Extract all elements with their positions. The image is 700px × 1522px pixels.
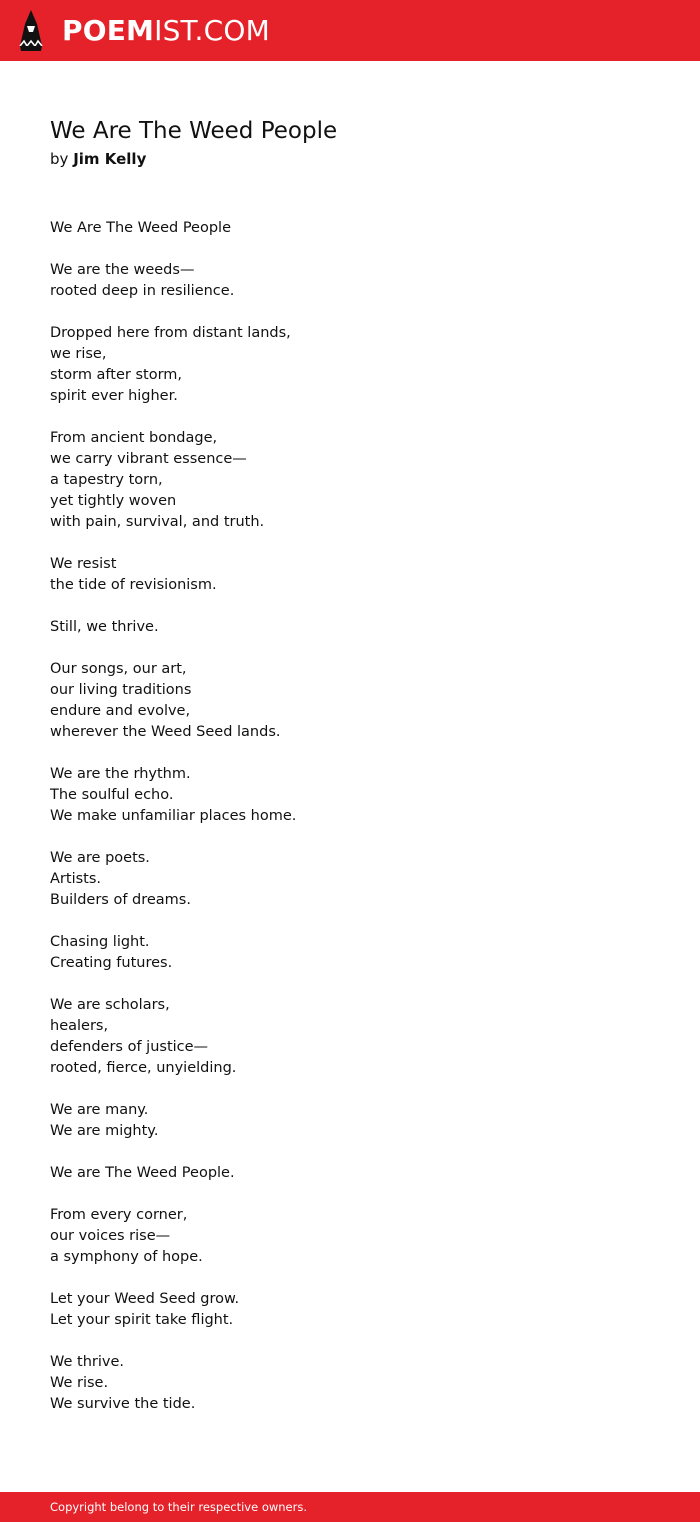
poem-line: From ancient bondage, [50, 430, 218, 446]
poem-stanza [50, 218, 650, 239]
poem-line: We are many. [50, 1102, 149, 1118]
byline [50, 148, 146, 170]
poem-line: Let your spirit take flight. [50, 1312, 234, 1328]
poem-line: spirit ever higher. [50, 388, 178, 404]
poem-line: We thrive. [50, 1354, 124, 1370]
poem-stanza [50, 659, 650, 743]
poem-title: We Are The Weed People [50, 118, 338, 144]
footer-bar [0, 1492, 700, 1522]
poem-line: we carry vibrant essence— [50, 451, 247, 467]
poem-stanza [50, 848, 650, 911]
logo-light-text: IST.COM [154, 13, 270, 47]
poem-line: endure and evolve, [50, 703, 191, 719]
poem-body [50, 218, 650, 1436]
header-bar [0, 0, 700, 61]
copyright-text: Copyright belong to their respective owners. [50, 1500, 308, 1514]
poem-line: defenders of justice— [50, 1039, 209, 1055]
poem-line: a symphony of hope. [50, 1249, 203, 1265]
poem-line: Let your Weed Seed grow. [50, 1291, 240, 1307]
poem-line: yet tightly woven [50, 493, 177, 509]
poem-line: rooted, fierce, unyielding. [50, 1060, 237, 1076]
poem-line: the tide of revisionism. [50, 577, 217, 593]
poem-stanza [50, 323, 650, 407]
poem-line: We are mighty. [50, 1123, 159, 1139]
poem-line: rooted deep in resilience. [50, 283, 235, 299]
poem-line: Chasing light. [50, 934, 150, 950]
poem-line: From every corner, [50, 1207, 188, 1223]
poem-line: We make unfamiliar places home. [50, 808, 297, 824]
poem-stanza [50, 764, 650, 827]
poem-stanza [50, 995, 650, 1079]
poem-line: We are The Weed People. [50, 1165, 235, 1181]
poem-stanza [50, 617, 650, 638]
poem-line: Artists. [50, 871, 101, 887]
poem-line: We are the rhythm. [50, 766, 191, 782]
poem-stanza [50, 554, 650, 596]
poem-line: wherever the Weed Seed lands. [50, 724, 281, 740]
by-label: by [50, 150, 69, 168]
poem-line: healers, [50, 1018, 109, 1034]
poem-line: a tapestry torn, [50, 472, 163, 488]
poem-line: Creating futures. [50, 955, 173, 971]
author-name: Jim Kelly [73, 150, 147, 168]
poem-line: our living traditions [50, 682, 192, 698]
poem-line: we rise, [50, 346, 107, 362]
poem-line: with pain, survival, and truth. [50, 514, 265, 530]
poem-line: Builders of dreams. [50, 892, 191, 908]
poem-line: We are the weeds— [50, 262, 195, 278]
poem-line: We are poets. [50, 850, 150, 866]
poem-line: We Are The Weed People [50, 220, 232, 236]
pencil-logo-icon[interactable] [18, 10, 44, 52]
poem-line: We rise. [50, 1375, 109, 1391]
poem-stanza [50, 1289, 650, 1331]
poem-stanza [50, 428, 650, 533]
poem-stanza [50, 932, 650, 974]
poem-stanza [50, 260, 650, 302]
poem-line: Still, we thrive. [50, 619, 159, 635]
poem-stanza [50, 1163, 650, 1184]
logo-bold-text: POEM [62, 13, 155, 47]
site-logo[interactable] [62, 13, 270, 47]
poem-line: We resist [50, 556, 117, 572]
poem-stanza [50, 1352, 650, 1415]
poem-stanza [50, 1100, 650, 1142]
poem-line: We survive the tide. [50, 1396, 196, 1412]
poem-line: Dropped here from distant lands, [50, 325, 291, 341]
poem-line: The soulful echo. [50, 787, 174, 803]
poem-line: our voices rise— [50, 1228, 171, 1244]
poem-line: We are scholars, [50, 997, 170, 1013]
poem-line: storm after storm, [50, 367, 183, 383]
poem-stanza [50, 1205, 650, 1268]
poem-line: Our songs, our art, [50, 661, 187, 677]
